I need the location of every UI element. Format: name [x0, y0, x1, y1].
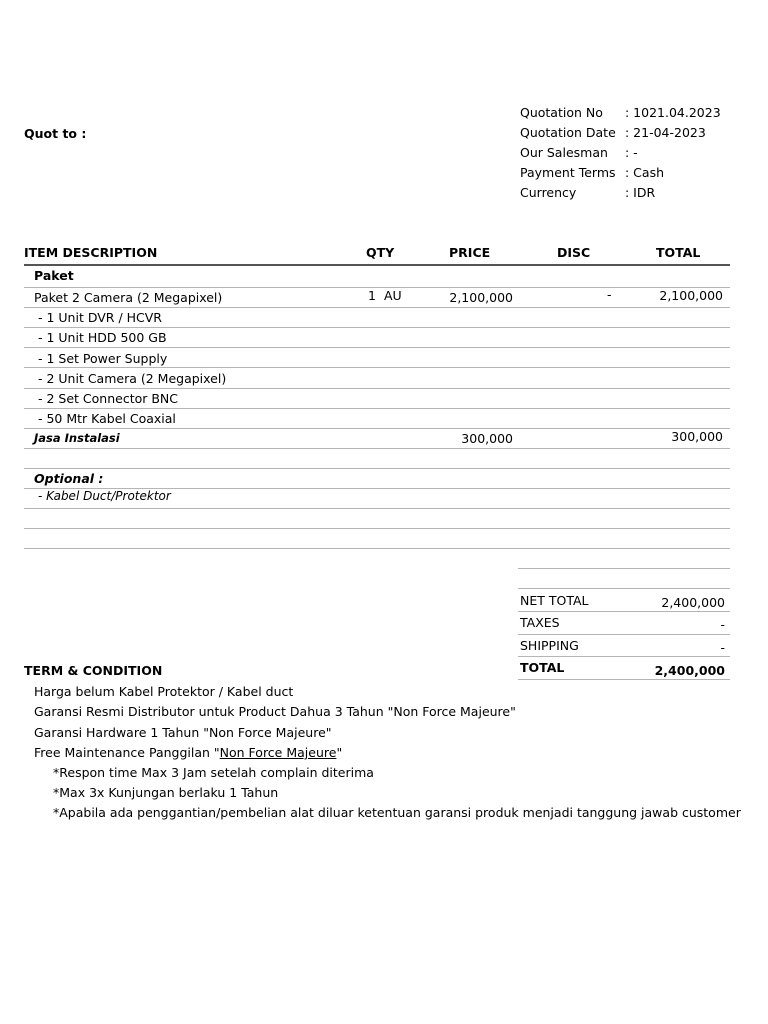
summary-divider	[518, 679, 730, 680]
optional-heading: Optional :	[34, 471, 104, 486]
list-item: - 50 Mtr Kabel Coaxial	[38, 411, 176, 426]
row-divider	[24, 548, 730, 549]
item-description: Paket 2 Camera (2 Megapixel)	[34, 290, 223, 305]
terms-line: *Apabila ada penggantian/pembelian alat diluar ketentuan garansi produk menjadi tanggung jawab customer	[53, 805, 741, 820]
grand-total-label: TOTAL	[520, 660, 565, 675]
row-divider	[24, 428, 730, 429]
header-price: PRICE	[449, 245, 491, 260]
row-divider	[24, 448, 730, 449]
terms-line-underlined: Non Force Majeure	[219, 745, 337, 760]
item-disc: -	[607, 287, 612, 302]
currency-label: Currency	[520, 185, 577, 200]
grand-total-value: 2,400,000	[654, 663, 725, 678]
net-total-label: NET TOTAL	[520, 593, 589, 608]
row-divider	[24, 327, 730, 328]
quotation-no-value: : 1021.04.2023	[625, 105, 721, 120]
install-price: 300,000	[461, 431, 513, 446]
quotation-no-label: Quotation No	[520, 105, 603, 120]
list-item: - 2 Unit Camera (2 Megapixel)	[38, 371, 227, 386]
row-divider	[24, 367, 730, 368]
summary-divider	[518, 634, 730, 635]
payment-terms-label: Payment Terms	[520, 165, 616, 180]
list-item: - 1 Unit DVR / HCVR	[38, 310, 162, 325]
install-total: 300,000	[671, 429, 723, 444]
summary-divider	[518, 588, 730, 589]
summary-divider	[518, 656, 730, 657]
payment-terms-value: : Cash	[625, 165, 665, 180]
currency-value: : IDR	[625, 185, 656, 200]
terms-line: *Max 3x Kunjungan berlaku 1 Tahun	[53, 785, 279, 800]
optional-item: - Kabel Duct/Protektor	[38, 489, 171, 503]
quotation-date-value: : 21-04-2023	[625, 125, 706, 140]
row-divider	[24, 347, 730, 348]
row-divider	[24, 528, 730, 529]
header-total: TOTAL	[656, 245, 701, 260]
quot-to-label: Quot to :	[24, 126, 87, 141]
row-divider	[24, 287, 730, 288]
row-divider	[24, 508, 730, 509]
install-description: Jasa Instalasi	[34, 431, 120, 445]
summary-divider	[518, 611, 730, 612]
row-divider	[24, 388, 730, 389]
header-qty: QTY	[366, 245, 395, 260]
list-item: - 1 Set Power Supply	[38, 351, 168, 366]
terms-line	[34, 745, 342, 760]
salesman-label: Our Salesman	[520, 145, 608, 160]
row-divider	[24, 468, 730, 469]
taxes-value: -	[720, 617, 725, 632]
shipping-value: -	[720, 640, 725, 655]
terms-line: Harga belum Kabel Protektor / Kabel duct	[34, 684, 294, 699]
header-divider	[24, 264, 730, 266]
salesman-value: : -	[625, 145, 638, 160]
net-total-value: 2,400,000	[661, 595, 725, 610]
terms-line-prefix: Free Maintenance Panggilan "	[34, 745, 220, 760]
terms-heading: TERM & CONDITION	[24, 663, 163, 678]
taxes-label: TAXES	[520, 615, 560, 630]
quotation-date-label: Quotation Date	[520, 125, 616, 140]
terms-line-suffix: "	[336, 745, 343, 760]
terms-line: Garansi Resmi Distributor untuk Product Dahua 3 Tahun "Non Force Majeure"	[34, 704, 516, 719]
item-qty: 1	[368, 288, 376, 303]
item-price: 2,100,000	[449, 290, 513, 305]
item-unit: AU	[384, 288, 402, 303]
summary-divider	[518, 568, 730, 569]
terms-line: Garansi Hardware 1 Tahun "Non Force Majeure"	[34, 725, 332, 740]
row-divider	[24, 408, 730, 409]
header-disc: DISC	[557, 245, 591, 260]
row-divider	[24, 307, 730, 308]
list-item: - 2 Set Connector BNC	[38, 391, 179, 406]
paket-heading: Paket	[34, 268, 74, 283]
terms-line: *Respon time Max 3 Jam setelah complain diterima	[53, 765, 374, 780]
item-total: 2,100,000	[659, 288, 723, 303]
header-item-description: ITEM DESCRIPTION	[24, 245, 158, 260]
shipping-label: SHIPPING	[520, 638, 579, 653]
list-item: - 1 Unit HDD 500 GB	[38, 330, 167, 345]
